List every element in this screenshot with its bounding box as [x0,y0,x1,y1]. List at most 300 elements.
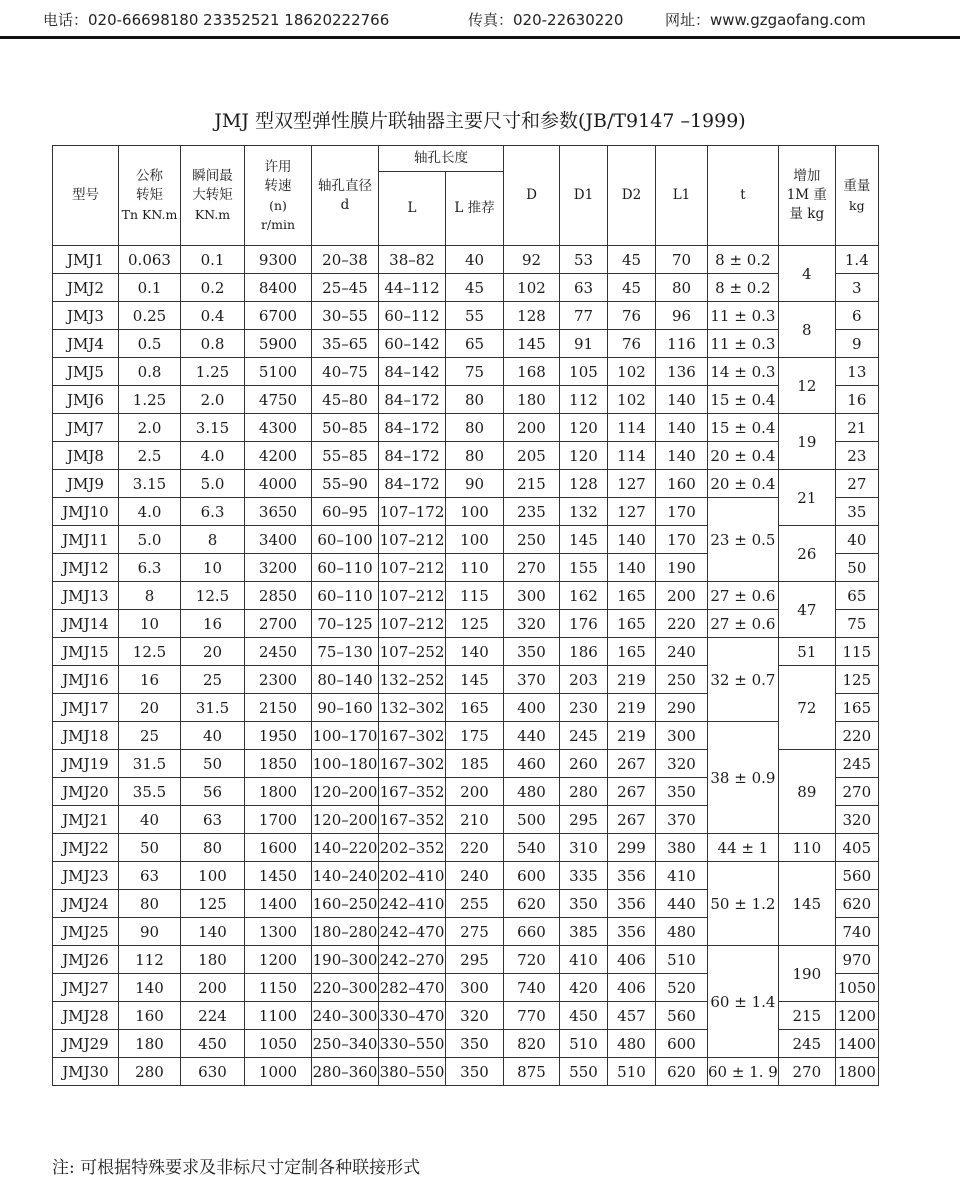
cell-t: 38 ± 0.9 [708,722,779,834]
cell-d2: 299 [608,834,656,862]
cell-d2: 102 [608,358,656,386]
cell-d1: 112 [560,386,608,414]
table-row [53,414,879,442]
cell-d: 235 [504,498,560,526]
cell-d: 128 [504,302,560,330]
cell-bore-length: 84–172 [379,414,446,442]
cell-model: JMJ22 [53,834,119,862]
cell-d2: 76 [608,330,656,358]
cell-d1: 310 [560,834,608,862]
cell-max-torque: 0.8 [181,330,245,358]
cell-weight: 13 [835,358,878,386]
cell-weight: 165 [835,694,878,722]
cell-weight: 3 [835,274,878,302]
cell-added-weight: 89 [778,750,835,834]
cell-d: 205 [504,442,560,470]
coupling-spec-table [52,145,879,1086]
cell-d1: 132 [560,498,608,526]
cell-bore-diameter: 140–220 [312,834,379,862]
header-model: 型号 [53,146,119,246]
cell-bore-length: 60–112 [379,302,446,330]
cell-d: 350 [504,638,560,666]
cell-max-torque: 450 [181,1030,245,1058]
cell-d2: 114 [608,442,656,470]
cell-added-weight: 26 [778,526,835,582]
cell-speed: 1600 [245,834,312,862]
cell-nominal-torque: 112 [119,946,181,974]
cell-l-recommended: 80 [446,442,504,470]
table-row [53,386,879,414]
cell-nominal-torque: 8 [119,582,181,610]
cell-weight: 1.4 [835,246,878,274]
table-row [53,610,879,638]
cell-d: 180 [504,386,560,414]
cell-speed: 2300 [245,666,312,694]
cell-d: 320 [504,610,560,638]
cell-d1: 186 [560,638,608,666]
cell-bore-diameter: 70–125 [312,610,379,638]
cell-max-torque: 140 [181,918,245,946]
table-row [53,302,879,330]
cell-bore-length: 84–142 [379,358,446,386]
cell-speed: 2700 [245,610,312,638]
cell-d2: 127 [608,498,656,526]
cell-nominal-torque: 10 [119,610,181,638]
cell-max-torque: 100 [181,862,245,890]
cell-bore-length: 132–302 [379,694,446,722]
cell-bore-length: 202–410 [379,862,446,890]
cell-d1: 295 [560,806,608,834]
cell-bore-diameter: 60–100 [312,526,379,554]
cell-t: 8 ± 0.2 [708,246,779,274]
cell-l1: 560 [656,1002,708,1030]
cell-d2: 140 [608,554,656,582]
cell-bore-diameter: 280–360 [312,1058,379,1086]
cell-l1: 80 [656,274,708,302]
cell-model: JMJ19 [53,750,119,778]
cell-bore-length: 107–212 [379,582,446,610]
cell-l-recommended: 200 [446,778,504,806]
table-row [53,946,879,974]
cell-max-torque: 56 [181,778,245,806]
header-d2: D2 [608,146,656,246]
cell-bore-length: 167–302 [379,722,446,750]
cell-l-recommended: 100 [446,526,504,554]
cell-bore-diameter: 30–55 [312,302,379,330]
cell-nominal-torque: 40 [119,806,181,834]
cell-model: JMJ11 [53,526,119,554]
cell-t: 44 ± 1 [708,834,779,862]
page-header [0,0,960,40]
header-l-recommended: L 推荐 [446,172,504,246]
cell-d2: 165 [608,582,656,610]
cell-d2: 267 [608,750,656,778]
cell-l-recommended: 350 [446,1058,504,1086]
cell-bore-length: 107–212 [379,526,446,554]
cell-l1: 190 [656,554,708,582]
cell-model: JMJ1 [53,246,119,274]
cell-bore-diameter: 100–180 [312,750,379,778]
cell-bore-diameter: 55–85 [312,442,379,470]
cell-nominal-torque: 280 [119,1058,181,1086]
cell-weight: 6 [835,302,878,330]
cell-l-recommended: 210 [446,806,504,834]
cell-bore-length: 84–172 [379,470,446,498]
cell-nominal-torque: 0.5 [119,330,181,358]
cell-d2: 406 [608,946,656,974]
cell-d1: 230 [560,694,608,722]
cell-max-torque: 1.25 [181,358,245,386]
cell-t: 15 ± 0.4 [708,414,779,442]
cell-d1: 77 [560,302,608,330]
cell-d2: 356 [608,918,656,946]
cell-bore-length: 60–142 [379,330,446,358]
cell-speed: 1100 [245,1002,312,1030]
cell-bore-length: 107–172 [379,498,446,526]
cell-nominal-torque: 0.25 [119,302,181,330]
cell-added-weight: 8 [778,302,835,358]
cell-l1: 410 [656,862,708,890]
cell-t: 11 ± 0.3 [708,302,779,330]
cell-model: JMJ28 [53,1002,119,1030]
cell-d: 770 [504,1002,560,1030]
cell-d: 250 [504,526,560,554]
footnote: 注: 可根据特殊要求及非标尺寸定制各种联接形式 [52,1158,421,1178]
cell-speed: 4200 [245,442,312,470]
cell-d: 500 [504,806,560,834]
cell-weight: 1400 [835,1030,878,1058]
cell-bore-diameter: 190–300 [312,946,379,974]
cell-weight: 35 [835,498,878,526]
cell-t: 60 ± 1.4 [708,946,779,1058]
cell-max-torque: 125 [181,890,245,918]
cell-weight: 740 [835,918,878,946]
cell-weight: 970 [835,946,878,974]
header-added-weight: 增加 1M 重 量 kg [778,146,835,246]
cell-added-weight: 4 [778,246,835,302]
cell-d: 200 [504,414,560,442]
cell-d2: 45 [608,246,656,274]
cell-l1: 200 [656,582,708,610]
cell-speed: 5100 [245,358,312,386]
cell-bore-length: 107–212 [379,610,446,638]
header-max-torque: 瞬间最 大转矩 KN.m [181,146,245,246]
cell-l-recommended: 350 [446,1030,504,1058]
cell-max-torque: 31.5 [181,694,245,722]
cell-bore-diameter: 240–300 [312,1002,379,1030]
cell-d1: 128 [560,470,608,498]
table-row [53,358,879,386]
cell-d1: 203 [560,666,608,694]
cell-l-recommended: 140 [446,638,504,666]
cell-max-torque: 224 [181,1002,245,1030]
cell-d: 440 [504,722,560,750]
cell-bore-length: 38–82 [379,246,446,274]
cell-added-weight: 72 [778,666,835,750]
cell-nominal-torque: 63 [119,862,181,890]
cell-d: 92 [504,246,560,274]
cell-bore-diameter: 40–75 [312,358,379,386]
cell-l1: 140 [656,442,708,470]
cell-d1: 350 [560,890,608,918]
cell-speed: 1150 [245,974,312,1002]
cell-d: 480 [504,778,560,806]
cell-bore-diameter: 50–85 [312,414,379,442]
cell-added-weight: 190 [778,946,835,1002]
cell-nominal-torque: 0.063 [119,246,181,274]
cell-d2: 219 [608,666,656,694]
cell-l1: 160 [656,470,708,498]
cell-d1: 450 [560,1002,608,1030]
cell-weight: 620 [835,890,878,918]
cell-t: 11 ± 0.3 [708,330,779,358]
cell-bore-diameter: 60–110 [312,582,379,610]
cell-bore-length: 242–470 [379,918,446,946]
cell-d1: 510 [560,1030,608,1058]
cell-t: 20 ± 0.4 [708,470,779,498]
cell-d: 102 [504,274,560,302]
cell-l1: 300 [656,722,708,750]
cell-added-weight: 110 [778,834,835,862]
cell-max-torque: 0.1 [181,246,245,274]
cell-bore-diameter: 60–95 [312,498,379,526]
cell-weight: 125 [835,666,878,694]
header-divider [0,36,960,39]
cell-nominal-torque: 50 [119,834,181,862]
cell-l-recommended: 255 [446,890,504,918]
cell-d2: 267 [608,778,656,806]
cell-d1: 162 [560,582,608,610]
cell-d1: 420 [560,974,608,1002]
cell-l-recommended: 115 [446,582,504,610]
cell-added-weight: 19 [778,414,835,470]
cell-max-torque: 6.3 [181,498,245,526]
cell-nominal-torque: 0.1 [119,274,181,302]
cell-d: 720 [504,946,560,974]
cell-model: JMJ20 [53,778,119,806]
cell-bore-length: 167–352 [379,778,446,806]
cell-l1: 520 [656,974,708,1002]
cell-bore-diameter: 180–280 [312,918,379,946]
cell-t: 15 ± 0.4 [708,386,779,414]
cell-model: JMJ26 [53,946,119,974]
cell-nominal-torque: 35.5 [119,778,181,806]
cell-nominal-torque: 140 [119,974,181,1002]
cell-speed: 1200 [245,946,312,974]
cell-l-recommended: 175 [446,722,504,750]
cell-d: 540 [504,834,560,862]
cell-bore-diameter: 35–65 [312,330,379,358]
cell-l-recommended: 220 [446,834,504,862]
cell-l-recommended: 55 [446,302,504,330]
cell-speed: 1700 [245,806,312,834]
cell-d: 660 [504,918,560,946]
cell-l-recommended: 80 [446,386,504,414]
cell-d: 370 [504,666,560,694]
cell-max-torque: 8 [181,526,245,554]
cell-d: 145 [504,330,560,358]
cell-nominal-torque: 1.25 [119,386,181,414]
cell-nominal-torque: 6.3 [119,554,181,582]
cell-d: 168 [504,358,560,386]
header-d1: D1 [560,146,608,246]
cell-d1: 245 [560,722,608,750]
cell-bore-length: 132–252 [379,666,446,694]
cell-bore-diameter: 90–160 [312,694,379,722]
cell-l1: 240 [656,638,708,666]
cell-l1: 320 [656,750,708,778]
cell-l-recommended: 65 [446,330,504,358]
cell-max-torque: 2.0 [181,386,245,414]
cell-l1: 380 [656,834,708,862]
cell-weight: 270 [835,778,878,806]
cell-speed: 1950 [245,722,312,750]
cell-l-recommended: 125 [446,610,504,638]
cell-t: 23 ± 0.5 [708,498,779,582]
header-bore-length: 轴孔长度 [379,146,504,172]
cell-d: 620 [504,890,560,918]
cell-d1: 260 [560,750,608,778]
cell-bore-diameter: 140–240 [312,862,379,890]
table-row [53,722,879,750]
cell-max-torque: 50 [181,750,245,778]
cell-l-recommended: 275 [446,918,504,946]
cell-max-torque: 10 [181,554,245,582]
cell-max-torque: 180 [181,946,245,974]
cell-d1: 335 [560,862,608,890]
cell-max-torque: 3.15 [181,414,245,442]
cell-max-torque: 5.0 [181,470,245,498]
cell-t: 20 ± 0.4 [708,442,779,470]
cell-model: JMJ13 [53,582,119,610]
fax-number: 传真：020-22630220 [468,11,624,29]
cell-d2: 102 [608,386,656,414]
cell-l1: 480 [656,918,708,946]
table-row [53,834,879,862]
cell-d: 460 [504,750,560,778]
header-nominal-torque: 公称 转矩 Tn KN.m [119,146,181,246]
cell-max-torque: 63 [181,806,245,834]
cell-max-torque: 20 [181,638,245,666]
website-link[interactable]: 网址：www.gzgaofang.com [665,11,866,29]
cell-nominal-torque: 0.8 [119,358,181,386]
cell-nominal-torque: 5.0 [119,526,181,554]
cell-weight: 23 [835,442,878,470]
table-row [53,442,879,470]
cell-weight: 40 [835,526,878,554]
cell-bore-diameter: 220–300 [312,974,379,1002]
cell-model: JMJ21 [53,806,119,834]
cell-model: JMJ17 [53,694,119,722]
cell-max-torque: 12.5 [181,582,245,610]
table-row [53,246,879,274]
cell-speed: 1850 [245,750,312,778]
cell-l1: 170 [656,498,708,526]
cell-nominal-torque: 12.5 [119,638,181,666]
cell-d2: 219 [608,694,656,722]
cell-speed: 1400 [245,890,312,918]
table-row [53,582,879,610]
cell-d1: 120 [560,414,608,442]
cell-model: JMJ24 [53,890,119,918]
cell-bore-length: 202–352 [379,834,446,862]
header-d: D [504,146,560,246]
cell-speed: 3650 [245,498,312,526]
cell-model: JMJ25 [53,918,119,946]
cell-l1: 96 [656,302,708,330]
cell-l1: 440 [656,890,708,918]
cell-bore-length: 242–270 [379,946,446,974]
cell-speed: 2150 [245,694,312,722]
cell-l-recommended: 295 [446,946,504,974]
cell-max-torque: 200 [181,974,245,1002]
table-row [53,862,879,890]
cell-model: JMJ18 [53,722,119,750]
header-l: L [379,172,446,246]
cell-l1: 510 [656,946,708,974]
cell-bore-length: 242–410 [379,890,446,918]
cell-model: JMJ23 [53,862,119,890]
cell-bore-diameter: 250–340 [312,1030,379,1058]
cell-d: 875 [504,1058,560,1086]
cell-d: 820 [504,1030,560,1058]
cell-bore-diameter: 120–200 [312,806,379,834]
table-row [53,330,879,358]
cell-l-recommended: 45 [446,274,504,302]
cell-model: JMJ5 [53,358,119,386]
table-row [53,1058,879,1086]
cell-t: 60 ± 1. 9 [708,1058,779,1086]
cell-nominal-torque: 16 [119,666,181,694]
cell-l-recommended: 240 [446,862,504,890]
cell-t: 50 ± 1.2 [708,862,779,946]
cell-weight: 75 [835,610,878,638]
cell-model: JMJ14 [53,610,119,638]
table-row [53,470,879,498]
cell-d: 270 [504,554,560,582]
cell-d2: 165 [608,610,656,638]
cell-l-recommended: 145 [446,666,504,694]
cell-added-weight: 12 [778,358,835,414]
cell-t: 32 ± 0.7 [708,638,779,722]
cell-d1: 63 [560,274,608,302]
cell-d1: 53 [560,246,608,274]
cell-model: JMJ6 [53,386,119,414]
cell-bore-length: 282–470 [379,974,446,1002]
cell-added-weight: 47 [778,582,835,638]
cell-t: 27 ± 0.6 [708,582,779,610]
cell-d1: 550 [560,1058,608,1086]
page-title: JMJ 型双型弹性膜片联轴器主要尺寸和参数(JB/T9147 –1999) [214,110,746,132]
cell-max-torque: 4.0 [181,442,245,470]
cell-l1: 136 [656,358,708,386]
cell-d1: 145 [560,526,608,554]
cell-d2: 510 [608,1058,656,1086]
cell-d2: 114 [608,414,656,442]
table-row [53,498,879,526]
cell-d: 300 [504,582,560,610]
cell-weight: 16 [835,386,878,414]
cell-bore-length: 330–470 [379,1002,446,1030]
cell-d2: 127 [608,470,656,498]
cell-speed: 9300 [245,246,312,274]
cell-max-torque: 40 [181,722,245,750]
cell-l-recommended: 40 [446,246,504,274]
cell-d2: 356 [608,890,656,918]
cell-d2: 406 [608,974,656,1002]
cell-nominal-torque: 80 [119,890,181,918]
cell-nominal-torque: 160 [119,1002,181,1030]
